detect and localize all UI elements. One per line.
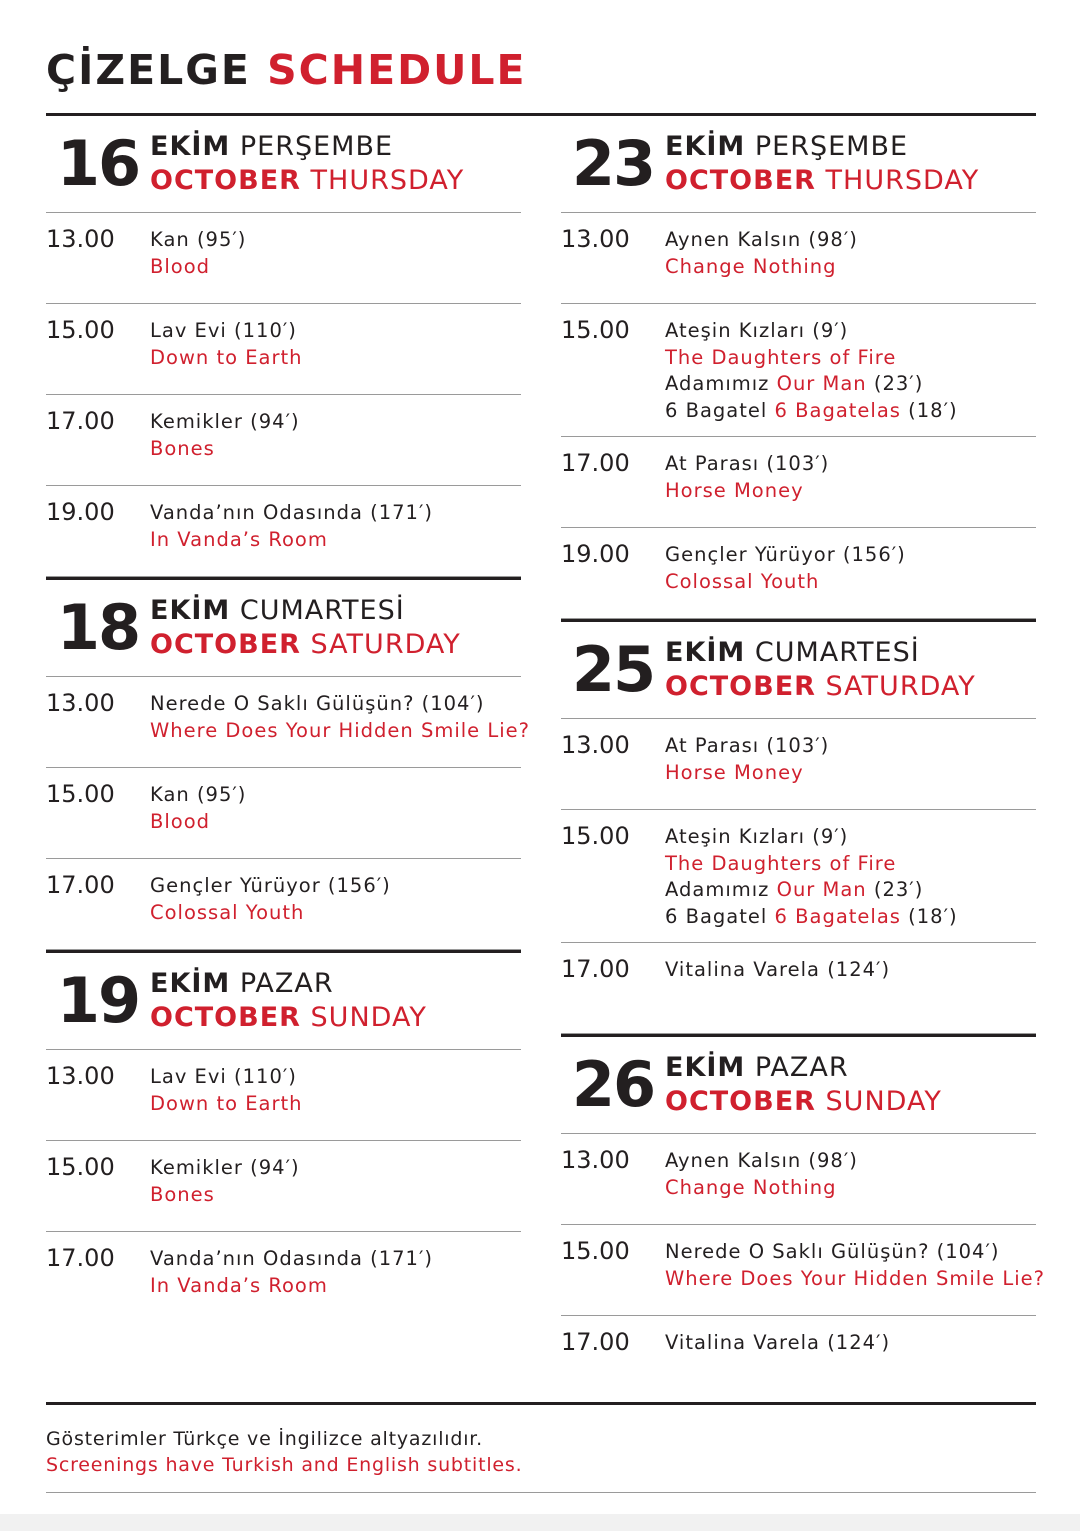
film-title-english: The Daughters of Fire [665,345,897,369]
film-title-english: 6 Bagatelas [774,904,901,928]
film-line [150,691,530,718]
screening-films [150,1153,300,1231]
weekday-english: SUNDAY [825,1086,942,1117]
film-title-english: The Daughters of Fire [665,851,897,875]
film-line [150,809,246,836]
screening-time: 15.00 [561,316,630,344]
month-english: OCTOBER [150,165,301,196]
film-line [665,904,958,931]
screening-films [665,731,829,809]
film-line [665,1239,1045,1266]
day-labels [665,636,976,704]
day-block [561,1034,1045,1378]
film-line [665,398,958,425]
film-line [665,371,958,398]
film-line [665,1175,858,1202]
film-title-english: Our Man [776,372,867,395]
film-title-turkish: Nerede O Saklı Gülüşün? (104′) [665,1240,1000,1263]
month-turkish: EKİM [150,595,231,626]
day-label-english [665,164,979,198]
day-block [561,116,1036,619]
screening-row [561,943,1036,1034]
weekday-turkish: PAZAR [239,968,334,999]
screening-row [561,1316,1036,1378]
day-number: 16 [56,127,140,200]
film-title-turkish: Kemikler (94′) [150,410,300,433]
screening-time: 13.00 [46,225,115,253]
day-header [46,577,521,677]
screening-row [46,304,521,395]
day-label-turkish [665,636,976,670]
film-title-english: Bones [150,436,215,460]
screening-films [665,540,906,618]
film-title-turkish: (23′) [866,878,924,901]
film-line [665,542,906,569]
weekday-turkish: PERŞEMBE [754,131,909,162]
film-line [665,345,958,372]
film-title-english: Our Man [776,878,867,901]
film-line [665,569,906,596]
film-title-turkish: Kan (95′) [150,228,247,251]
film-line [150,1091,303,1118]
film-title-english: Change Nothing [665,254,837,278]
day-block [46,577,530,950]
screening-row [561,437,1036,528]
footer-rule-top [46,1402,1036,1405]
film-line [665,227,858,254]
day-header [46,950,521,1050]
screening-row [561,528,1036,619]
screening-time: 15.00 [46,780,115,808]
screening-row [46,859,521,950]
screening-row [46,1050,521,1141]
day-labels [150,967,427,1035]
day-label-english [150,1001,427,1035]
screening-films [150,871,391,949]
screening-films [150,498,433,576]
screening-row [561,213,1036,304]
screening-time: 19.00 [561,540,630,568]
weekday-english: SUNDAY [310,1002,427,1033]
page-title [46,46,527,94]
screening-films [665,822,958,942]
film-title-english: Blood [150,254,211,278]
day-block [46,116,521,577]
film-title-english: 6 Bagatelas [774,398,901,422]
film-title-english: In Vanda’s Room [150,1273,328,1297]
day-labels [150,130,464,198]
screening-row [46,677,530,768]
screening-films [665,449,829,527]
film-line [665,1148,858,1175]
film-line [665,851,958,878]
subtitles-note [46,1426,522,1478]
screening-time: 17.00 [561,1328,630,1356]
day-label-english [665,1085,942,1119]
screening-time: 13.00 [46,1062,115,1090]
screening-time: 15.00 [46,316,115,344]
film-title-english: In Vanda’s Room [150,527,328,551]
film-title-english: Where Does Your Hidden Smile Lie? [150,718,530,742]
screening-row [46,486,521,577]
month-turkish: EKİM [150,131,231,162]
film-title-turkish: Aynen Kalsın (98′) [665,1149,858,1172]
day-header [46,116,521,213]
film-title-turkish: Aynen Kalsın (98′) [665,228,858,251]
film-line [150,227,246,254]
weekday-english: THURSDAY [825,165,980,196]
day-label-turkish [665,130,979,164]
screening-time: 17.00 [46,1244,115,1272]
screening-time: 15.00 [561,822,630,850]
film-line [665,1330,890,1357]
film-line [150,718,530,745]
screening-films [665,955,890,1033]
film-title-english: Bones [150,1182,215,1206]
screening-row [46,213,521,304]
film-title-turkish: Kan (95′) [150,783,247,806]
film-line [665,451,829,478]
screening-films [150,689,530,767]
screening-row [46,1141,521,1232]
day-labels [150,594,461,662]
day-label-english [150,164,464,198]
day-number: 19 [56,964,140,1037]
day-label-turkish [150,594,461,628]
film-title-turkish: Gençler Yürüyor (156′) [665,543,906,566]
day-label-turkish [150,130,464,164]
footer-rule-bottom [46,1492,1036,1493]
screening-time: 17.00 [46,871,115,899]
film-line [150,1246,433,1273]
screening-row [561,1225,1045,1316]
screening-films [665,316,958,436]
film-line [150,1182,300,1209]
screening-time: 15.00 [46,1153,115,1181]
screening-row [46,1232,521,1323]
film-line [150,1064,303,1091]
film-title-turkish: Ateşin Kızları (9′) [665,319,849,342]
film-title-turkish: Gençler Yürüyor (156′) [150,874,391,897]
film-title-english: Colossal Youth [665,569,820,593]
film-line [150,436,300,463]
film-title-english: Horse Money [665,760,804,784]
day-header [561,1034,1036,1134]
film-title-turkish: Nerede O Saklı Gülüşün? (104′) [150,692,485,715]
film-line [665,1266,1045,1293]
film-line [150,873,391,900]
film-title-turkish: At Parası (103′) [665,452,830,475]
screening-time: 13.00 [561,225,630,253]
day-number: 18 [56,591,140,664]
film-title-english: Blood [150,809,211,833]
screening-time: 17.00 [46,407,115,435]
weekday-english: SATURDAY [825,671,976,702]
weekday-english: SATURDAY [310,629,461,660]
weekday-turkish: CUMARTESİ [239,595,405,626]
screening-films [665,1146,858,1224]
day-labels [665,1051,942,1119]
schedule-column-left [46,116,530,1323]
film-title-english: Where Does Your Hidden Smile Lie? [665,1266,1045,1290]
day-number: 23 [571,127,655,200]
film-line [150,1273,433,1300]
film-line [150,254,246,281]
film-line [665,824,958,851]
film-title-english: Change Nothing [665,1175,837,1199]
film-line [665,733,829,760]
month-english: OCTOBER [665,165,816,196]
month-english: OCTOBER [150,1002,301,1033]
screening-films [150,1062,303,1140]
film-line [150,318,303,345]
screening-row [561,1134,1036,1225]
film-line [665,478,829,505]
screening-row [561,719,1036,810]
day-label-english [150,628,461,662]
film-title-turkish: (23′) [866,372,924,395]
film-title-turkish: Adamımız [665,372,777,395]
month-turkish: EKİM [665,131,746,162]
schedule-column-right [561,116,1045,1378]
screening-time: 17.00 [561,955,630,983]
screening-time: 13.00 [561,1146,630,1174]
screening-time: 17.00 [561,449,630,477]
day-block [561,619,1036,1034]
film-line [150,527,433,554]
screening-row [46,768,521,859]
month-turkish: EKİM [665,1052,746,1083]
title-english: SCHEDULE [267,46,527,94]
screening-time: 13.00 [561,731,630,759]
bottom-strip [0,1514,1080,1531]
day-label-turkish [665,1051,942,1085]
day-number: 25 [571,633,655,706]
weekday-turkish: PAZAR [754,1052,849,1083]
month-english: OCTOBER [665,1086,816,1117]
film-title-turkish: Adamımız [665,878,777,901]
film-line [150,500,433,527]
film-title-english: Colossal Youth [150,900,305,924]
film-line [150,900,391,927]
screening-films [665,225,858,303]
film-title-turkish: 6 Bagatel [665,398,775,422]
day-header [561,116,1036,213]
film-title-turkish: Vanda’nın Odasında (171′) [150,501,433,524]
screening-films [150,225,246,303]
day-number: 26 [571,1048,655,1121]
title-turkish: ÇİZELGE [46,46,251,94]
film-title-turkish: (18′) [900,904,958,928]
film-title-turkish: Vitalina Varela (124′) [665,958,891,981]
film-line [665,760,829,787]
film-line [665,318,958,345]
film-line [150,782,246,809]
screening-row [46,395,521,486]
film-title-turkish: 6 Bagatel [665,904,775,928]
subtitles-note-turkish: Gösterimler Türkçe ve İngilizce altyazılıdır. [46,1428,484,1450]
day-label-english [665,670,976,704]
day-header [561,619,1036,719]
film-title-english: Down to Earth [150,1091,303,1115]
film-line [665,254,858,281]
weekday-turkish: CUMARTESİ [754,637,920,668]
film-line [665,957,890,984]
film-title-turkish: Vitalina Varela (124′) [665,1331,891,1354]
screening-time: 15.00 [561,1237,630,1265]
film-title-english: Horse Money [665,478,804,502]
month-turkish: EKİM [150,968,231,999]
month-english: OCTOBER [150,629,301,660]
film-title-turkish: Lav Evi (110′) [150,1065,297,1088]
month-english: OCTOBER [665,671,816,702]
day-block [46,950,521,1323]
day-label-turkish [150,967,427,1001]
film-line [150,345,303,372]
subtitles-note-english: Screenings have Turkish and English subtitles. [46,1454,523,1476]
film-title-turkish: At Parası (103′) [665,734,830,757]
film-line [150,1155,300,1182]
film-title-turkish: (18′) [900,398,958,422]
screening-row [561,810,1036,943]
screening-films [150,407,300,485]
screening-films [150,1244,433,1323]
film-title-turkish: Kemikler (94′) [150,1156,300,1179]
screening-films [150,316,303,394]
film-line [150,409,300,436]
film-line [665,877,958,904]
screening-films [150,780,246,858]
film-title-turkish: Vanda’nın Odasında (171′) [150,1247,433,1270]
screening-time: 19.00 [46,498,115,526]
screening-films [665,1328,890,1378]
film-title-turkish: Lav Evi (110′) [150,319,297,342]
day-labels [665,130,979,198]
screening-time: 13.00 [46,689,115,717]
film-title-turkish: Ateşin Kızları (9′) [665,825,849,848]
month-turkish: EKİM [665,637,746,668]
weekday-english: THURSDAY [310,165,465,196]
screening-row [561,304,1036,437]
screening-films [665,1237,1045,1315]
weekday-turkish: PERŞEMBE [239,131,394,162]
film-title-english: Down to Earth [150,345,303,369]
